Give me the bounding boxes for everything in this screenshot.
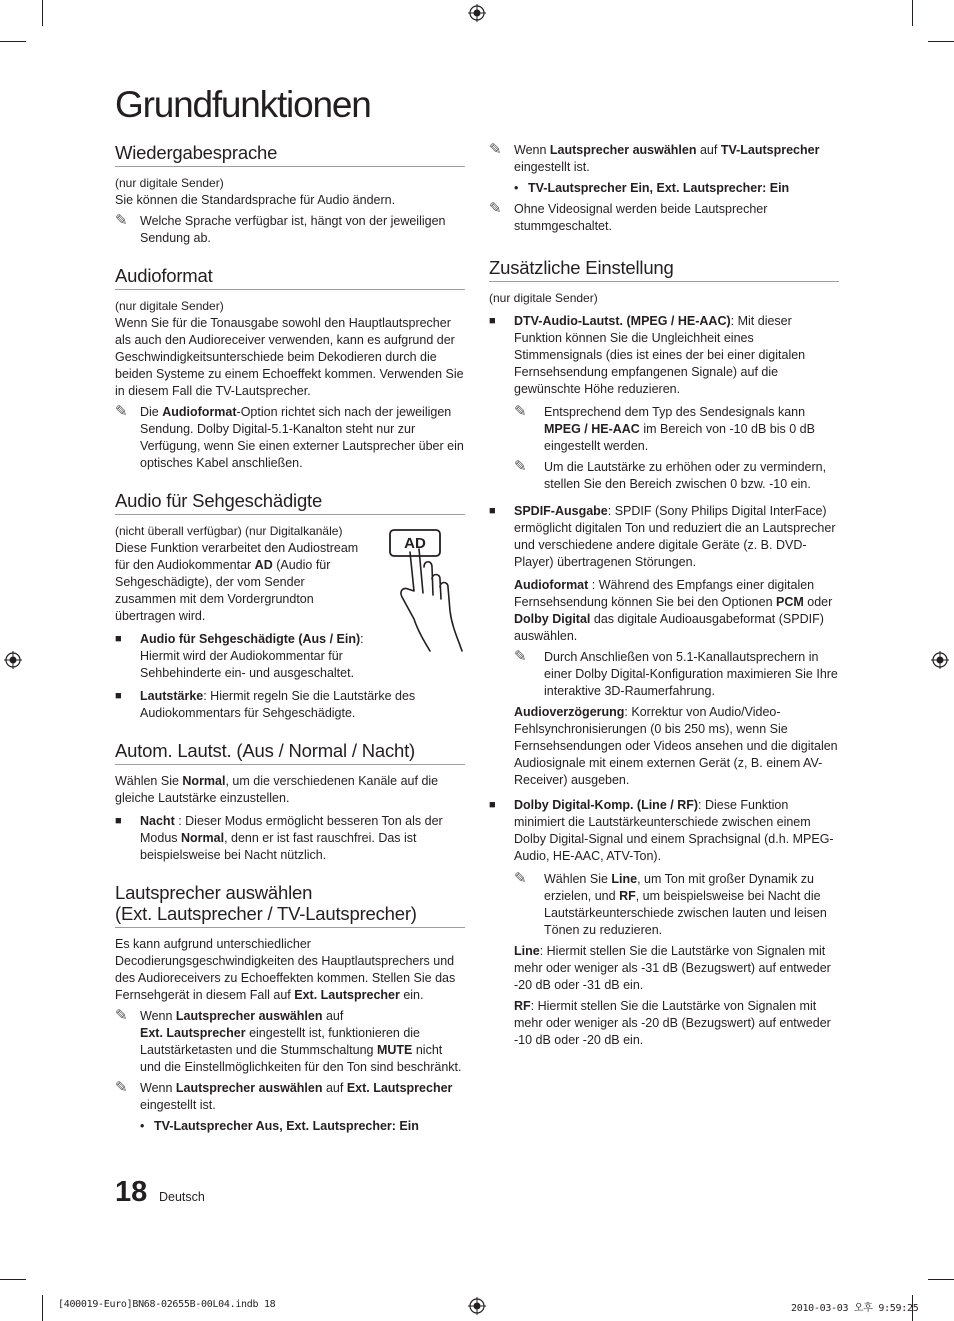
section-zusaetzliche-einstellung bbox=[489, 257, 839, 1049]
section-text: Diese Funktion verarbeitet den Audiostream für den Audiokommentar AD (Audio für Sehgeschädigte), der vom Sender zusammen mit dem Vordergrundton übertragen wird. bbox=[115, 541, 359, 623]
dot-bullet-icon: • bbox=[514, 181, 519, 195]
bullet-item: • TV-Lautsprecher Aus, Ext. Lautsprecher: Ein bbox=[140, 1119, 419, 1133]
registration-mark-icon bbox=[468, 4, 486, 22]
section-autom-lautst bbox=[115, 740, 465, 864]
page-number: 18 bbox=[115, 1176, 148, 1208]
sub-paragraph: Audioformat : Während des Empfangs einer digitalen Fernsehsendung können Sie bei den Optionen PCM oder Dolby Digital das digitale Audioausgabeformat (SPDIF) auswählen. bbox=[514, 578, 833, 643]
crop-mark bbox=[42, 1295, 43, 1321]
page-language: Deutsch bbox=[159, 1190, 205, 1204]
square-bullet-icon: ■ bbox=[489, 505, 496, 517]
section-audioformat bbox=[115, 265, 465, 472]
note bbox=[115, 404, 465, 472]
note: ✎ Wenn Lautsprecher auswählen auf Ext. Lautsprecher eingestellt ist. bbox=[115, 1079, 453, 1112]
print-file-info: [400019-Euro]BN68-02655B-00L04.indb 18 bbox=[58, 1299, 276, 1310]
note: ✎ Wenn Lautsprecher auswählen auf TV-Lautsprecher eingestellt ist. bbox=[489, 141, 820, 174]
hand-pointer-icon bbox=[388, 527, 468, 657]
sub-paragraph: RF: Hiermit stellen Sie die Lautstärke von Signalen mit mehr oder weniger als -20 dB (Bezugswert) auf entweder -10 dB oder -20 dB ein. bbox=[514, 999, 831, 1047]
registration-mark-icon bbox=[468, 1297, 486, 1315]
section-text: Sie können die Standardsprache für Audio ändern. bbox=[115, 193, 396, 207]
pencil-note-icon: ✎ bbox=[514, 648, 527, 665]
square-bullet-icon: ■ bbox=[489, 799, 496, 811]
list-item: ■ DTV-Audio-Lautst. (MPEG / HE-AAC): Mit dieser Funktion können Sie die Ungleichheit eines Stimmensignals (dies ist eines der bei einer digitalen Fernsehsendung empfangenen Signale) auf die gewünschte Höhe reduzieren. bbox=[489, 314, 806, 396]
section-text: Es kann aufgrund unterschiedlicher Decodierungsgeschwindigkeiten des Hauptlautsprechers und des Audioreceivers zu Echoeffekten kommen. Stellen Sie das Fernsehgerät in diesem Fall auf Ext. Lautsprecher ein. bbox=[115, 937, 456, 1002]
page-title: Grundfunktionen bbox=[115, 84, 371, 125]
pencil-note-icon: ✎ bbox=[115, 212, 128, 229]
list-item: ■ Audio für Sehgeschädigte (Aus / Ein): Hiermit wird der Audiokommentar für Sehbehinderte ein- und ausgeschaltet. bbox=[115, 632, 364, 680]
section-wiedergabesprache bbox=[115, 142, 465, 247]
section-intro bbox=[115, 523, 365, 625]
section-heading: Lautsprecher auswählen (Ext. Lautsprecher / TV-Lautsprecher) bbox=[115, 882, 465, 928]
crop-mark bbox=[912, 0, 913, 26]
note: ✎ Entsprechend dem Typ des Sendesignals kann MPEG / HE-AAC im Bereich von -10 dB bis 0 dB eingestellt werden. bbox=[514, 403, 815, 453]
right-column bbox=[489, 142, 839, 1067]
section-lautsprecher bbox=[115, 882, 465, 1135]
crop-mark bbox=[0, 41, 26, 42]
scope-note: (nur digitale Sender) bbox=[115, 299, 224, 313]
section-heading: Wiedergabesprache bbox=[115, 142, 465, 167]
pencil-note-icon: ✎ bbox=[115, 1079, 128, 1096]
list-item: ■ SPDIF-Ausgabe: SPDIF (Sony Philips Digital InterFace) ermöglicht digitalen Ton und reduziert die an Lautsprecher und verschiedene andere digitale Geräte (z. B. DVD-Player) übertragenen Störungen. bbox=[489, 504, 836, 569]
dot-bullet-icon: • bbox=[140, 1119, 145, 1133]
pencil-note-icon: ✎ bbox=[115, 1007, 128, 1024]
registration-mark-icon bbox=[931, 651, 949, 669]
list-item: ■ Dolby Digital-Komp. (Line / RF): Diese Funktion minimiert die Lautstärkeunterschiede zwischen einem Dolby Digital-Signal und einem Sprachsignal (d.h. MPEG-Audio, HE-AAC, ATV-Ton). bbox=[489, 798, 834, 863]
crop-mark bbox=[42, 0, 43, 26]
note bbox=[514, 649, 839, 700]
note-text: Um die Lautstärke zu erhöhen oder zu vermindern, stellen Sie den Bereich zwischen 0 bzw. -10 ein. bbox=[544, 460, 827, 491]
pencil-note-icon: ✎ bbox=[514, 870, 527, 887]
print-date-info: 2010-03-03 오후 9:59:25 bbox=[791, 1303, 919, 1314]
sub-paragraph: Line: Hiermit stellen Sie die Lautstärke von Signalen mit mehr oder weniger als -31 dB (Bezugswert) auf entweder -20 dB oder -31 dB ein. bbox=[514, 944, 831, 992]
square-bullet-icon: ■ bbox=[115, 633, 122, 645]
note-text: Welche Sprache verfügbar ist, hängt von der jeweiligen Sendung ab. bbox=[140, 214, 446, 245]
square-bullet-icon: ■ bbox=[489, 315, 496, 327]
note bbox=[489, 201, 839, 235]
scope-note: (nur digitale Sender) bbox=[115, 176, 224, 190]
sub-paragraph: Audioverzögerung: Korrektur von Audio/Video-Fehlsynchronisierungen (0 bis 250 ms), wenn Sie Fernsehsendungen oder Videos ansehen und die digitalen Audiosignale mit einem externen Gerät (z, B. einem AV-Receiver) ausgeben. bbox=[514, 705, 838, 787]
section-text: Wählen Sie Normal, um die verschiedenen Kanäle auf die gleiche Lautstärke einzustellen. bbox=[115, 774, 439, 805]
note bbox=[115, 213, 465, 247]
crop-mark bbox=[928, 41, 954, 42]
pencil-note-icon: ✎ bbox=[489, 141, 502, 158]
section-heading: Zusätzliche Einstellung bbox=[489, 257, 839, 282]
crop-mark bbox=[928, 1279, 954, 1280]
section-heading: Audioformat bbox=[115, 265, 465, 290]
square-bullet-icon: ■ bbox=[115, 690, 122, 702]
scope-note: (nicht überall verfügbar) (nur Digitalkanäle) bbox=[115, 524, 343, 538]
bullet-item: • TV-Lautsprecher Ein, Ext. Lautsprecher: Ein bbox=[514, 181, 790, 195]
registration-mark-icon bbox=[4, 651, 22, 669]
note-text: Ohne Videosignal werden beide Lautsprecher stummgeschaltet. bbox=[514, 202, 768, 233]
pencil-note-icon: ✎ bbox=[489, 200, 502, 217]
note: ✎ Wählen Sie Line, um Ton mit großer Dynamik zu erzielen, und RF, um beispielsweise bei Nacht die Lautstärkeunterschiede zwischen lauten und leisen Tönen zu reduzieren. bbox=[514, 870, 827, 937]
list-item: ■ Lautstärke: Hiermit regeln Sie die Lautstärke des Audiokommentars für Sehgeschädigte. bbox=[115, 689, 416, 720]
note-text: Die Audioformat-Option richtet sich nach der jeweiligen Sendung. Dolby Digital-5.1-Kanalton steht nur zur Verfügung, wenn Sie einen externer Lautsprecher über ein optisches Kabel anschließen. bbox=[140, 405, 464, 470]
pencil-note-icon: ✎ bbox=[514, 458, 527, 475]
ad-button-label: AD bbox=[404, 535, 426, 552]
section-heading: Autom. Lautst. (Aus / Normal / Nacht) bbox=[115, 740, 465, 765]
square-bullet-icon: ■ bbox=[115, 815, 122, 827]
section-text: Wenn Sie für die Tonausgabe sowohl den Hauptlautsprecher als auch den Audioreceiver verwenden, kann es aufgrund der Geschwindigkeitsunterschiede beim Dekodieren durch die beiden Systeme zu einem Echoeffekt kommen. Verwenden Sie in diesem Fall die TV-Lautsprecher. bbox=[115, 316, 464, 398]
note bbox=[514, 459, 839, 493]
note: ✎ Wenn Lautsprecher auswählen auf Ext. Lautsprecher eingestellt ist, funktionieren die Lautstärketasten und die Stummschaltung MUTE nicht und die Einstellmöglichkeiten für den Ton sind beschränkt. bbox=[115, 1007, 462, 1074]
note-text: Durch Anschließen von 5.1-Kanallautsprechern in einer Dolby Digital-Konfiguration maximieren Sie Ihre interaktive 3D-Raumerfahrung. bbox=[544, 650, 838, 698]
pencil-note-icon: ✎ bbox=[115, 403, 128, 420]
section-heading: Audio für Sehgeschädigte bbox=[115, 490, 465, 515]
crop-mark bbox=[0, 1279, 26, 1280]
scope-note: (nur digitale Sender) bbox=[489, 291, 598, 305]
pencil-note-icon: ✎ bbox=[514, 403, 527, 420]
list-item: ■ Nacht : Dieser Modus ermöglicht besseren Ton als der Modus Normal, denn er ist fast rauschfrei. Das ist beispielsweise bei Nacht nützlich. bbox=[115, 814, 443, 862]
